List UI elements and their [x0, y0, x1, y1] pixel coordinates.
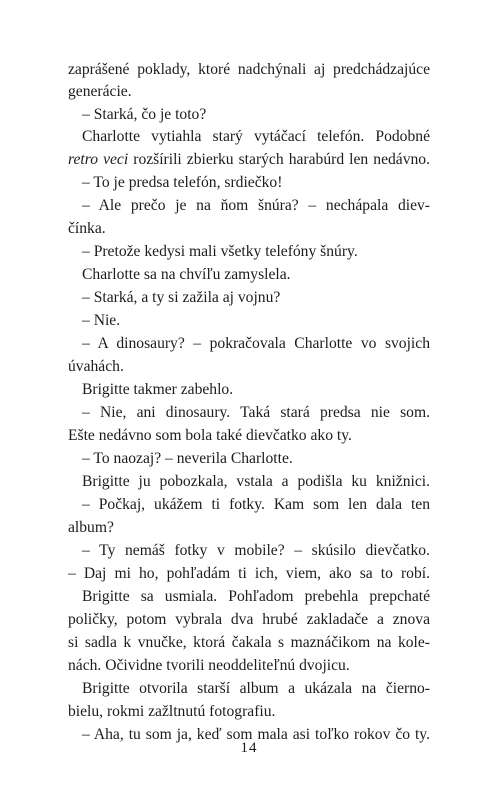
text-line: Brigitte ju pobozkala, vstala a podišla ku knižnici.	[82, 473, 430, 490]
page-number: 14	[240, 740, 258, 756]
text-line: – Ty nemáš fotky v mobile? – skúsilo dievčatko.	[82, 542, 430, 559]
text-line: Brigitte takmer zabehlo.	[82, 381, 234, 398]
text-line: Brigitte sa usmiala. Pohľadom prebehla prepchaté	[82, 588, 430, 605]
text-line: – Starká, čo je toto?	[82, 106, 207, 123]
text-line: album?	[68, 519, 114, 536]
text-line: – Pretože kedysi mali všetky telefóny šnúry.	[82, 243, 358, 260]
text-line: – Nie.	[82, 312, 121, 329]
text-line: – Daj mi ho, pohľadám ti ich, viem, ako sa to robí.	[68, 565, 430, 582]
text-line: úvahách.	[68, 358, 124, 375]
text-line	[68, 148, 430, 172]
text-line: poličky, potom vybrala dva hrubé zakladače a znova	[68, 611, 430, 628]
text-line: – Ale prečo je na ňom šnúra? – nechápala diev-	[82, 197, 430, 214]
text-line: – Nie, ani dinosaury. Taká stará predsa nie som.	[82, 404, 430, 421]
text-line: Charlotte vytiahla starý vytáčací telefón. Podobné	[82, 128, 430, 145]
text-line: zaprášené poklady, ktoré nadchýnali aj predchádzajúce	[68, 61, 430, 78]
text-line: – To naozaj? – neverila Charlotte.	[82, 450, 293, 467]
text-line: – A dinosaury? – pokračovala Charlotte vo svojich	[82, 335, 430, 352]
text-line: generácie.	[68, 83, 132, 100]
italic-phrase: retro veci	[68, 151, 129, 168]
text-line: čínka.	[68, 220, 106, 237]
text-line: – Starká, a ty si zažila aj vojnu?	[82, 289, 281, 306]
text-line: – To je predsa telefón, srdiečko!	[82, 174, 283, 191]
text-line: Charlotte sa na chvíľu zamyslela.	[82, 266, 291, 283]
text-line-rest: rozšírili zbierku starých harabúrd len nedávno.	[133, 151, 430, 168]
text-line: Brigitte otvorila starší album a ukázala na čierno-	[82, 680, 430, 697]
text-line: si sadla k vnučke, ktorá čakala s maznáčikom na kole-	[68, 634, 430, 651]
text-line: bielu, rokmi zažltnutú fotografiu.	[68, 703, 276, 720]
text-line: Ešte nedávno som bola také dievčatko ako ty.	[68, 427, 352, 444]
text-line: nách. Očividne tvorili neoddeliteľnú dvojicu.	[68, 657, 350, 674]
text-line: – Počkaj, ukážem ti fotky. Kam som len dala ten	[82, 496, 430, 513]
text-line: – Aha, tu som ja, keď som mala asi toľko rokov čo ty.	[82, 726, 430, 743]
